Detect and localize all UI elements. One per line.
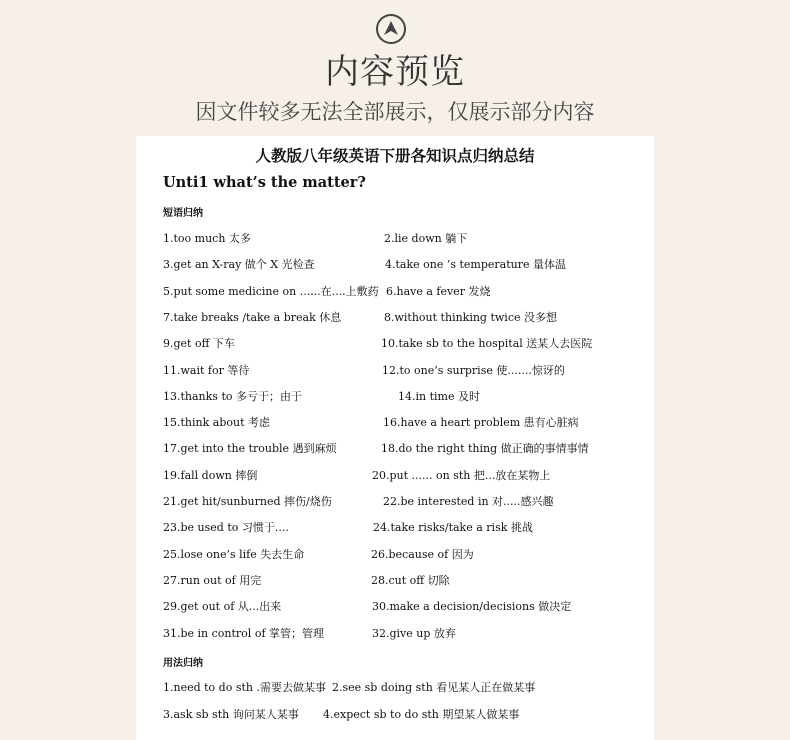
logo-icon	[376, 14, 406, 44]
document-title: 人教版八年级英语下册各知识点归纳总结	[255, 146, 535, 165]
phrase-item: 5.put some medicine on ......在....上敷药	[163, 284, 379, 298]
phrase-item: 10.take sb to the hospital 送某人去医院	[381, 337, 593, 351]
document-preview	[136, 136, 654, 740]
phrase-item: 15.think about 考虑	[163, 416, 270, 430]
phrase-item: 11.wait for 等待	[163, 363, 250, 377]
phrase-item: 16.have a heart problem 患有心脏病	[383, 416, 579, 430]
page-subtitle: 因文件较多无法全部展示，仅展示部分内容	[195, 100, 595, 124]
phrase-item: 25.lose one’s life 失去生命	[163, 547, 305, 561]
phrase-item: 8.without thinking twice 没多想	[384, 310, 557, 324]
section-heading-usage: 用法归纳	[163, 658, 203, 669]
phrase-item: 12.to one’s surprise 使.......惊讶的	[382, 363, 565, 377]
phrase-item: 29.get out of 从...出来	[163, 600, 282, 614]
phrase-item: 7.take breaks /take a break 休息	[163, 310, 342, 324]
phrase-item: 14.in time 及时	[398, 389, 480, 403]
phrase-item: 1.need to do sth .需要去做某事	[163, 681, 326, 694]
phrase-item: 26.because of 因为	[371, 547, 474, 561]
phrase-item: 24.take risks/take a risk 挑战	[373, 521, 533, 535]
phrase-item: 9.get off 下车	[163, 337, 235, 351]
page-header	[0, 0, 790, 136]
phrase-item: 32.give up 放弃	[372, 626, 456, 640]
phrase-item: 13.thanks to 多亏于；由于	[163, 389, 302, 403]
phrase-item: 30.make a decision/decisions 做决定	[372, 600, 572, 614]
unit-title: Unti1 what’s the matter?	[163, 174, 366, 191]
phrase-item: 17.get into the trouble 遇到麻烦	[163, 442, 337, 456]
phrase-item: 4.take one ’s temperature 量体温	[385, 258, 566, 272]
phrase-item: 23.be used to 习惯于....	[163, 521, 289, 535]
phrase-item: 18.do the right thing 做正确的事情事情	[381, 442, 589, 456]
phrase-item: 27.run out of 用完	[163, 573, 262, 587]
phrase-item: 2.see sb doing sth 看见某人正在做某事	[332, 681, 536, 694]
phrase-item: 20.put ...... on sth 把...放在某物上	[372, 468, 551, 482]
phrase-item: 19.fall down 摔倒	[163, 468, 258, 482]
phrase-item: 2.lie down 躺下	[384, 232, 468, 245]
phrase-item: 31.be in control of 掌管；管理	[163, 626, 325, 640]
phrase-item: 28.cut off 切除	[371, 573, 450, 587]
phrase-item: 21.get hit/sunburned 摔伤/烧伤	[163, 495, 332, 508]
phrase-item: 6.have a fever 发烧	[386, 284, 491, 298]
phrase-item: 4.expect sb to do sth 期望某人做某事	[323, 707, 520, 721]
page-title: 内容预览	[325, 52, 465, 92]
phrase-item: 3.get an X-ray 做个 X 光检查	[163, 258, 315, 272]
section-heading-phrases: 短语归纳	[163, 208, 203, 219]
phrase-item: 22.be interested in 对.....感兴趣	[383, 495, 554, 508]
phrase-item: 1.too much 太多	[163, 232, 251, 245]
phrase-item: 3.ask sb sth 询问某人某事	[163, 707, 299, 721]
